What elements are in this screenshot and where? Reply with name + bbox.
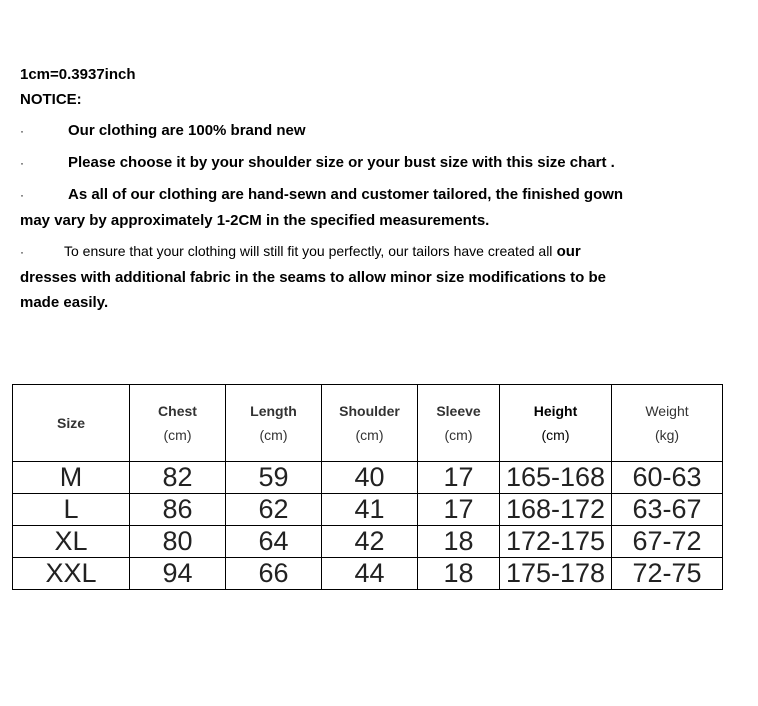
cell-sleeve: 18 — [418, 558, 500, 590]
cell-size: XXL — [13, 558, 130, 590]
cell-chest: 94 — [130, 558, 226, 590]
notice-text: Please choose it by your shoulder size or your bust size with this size chart . — [68, 154, 615, 171]
cell-weight: 67-72 — [612, 526, 723, 558]
notice-text: To ensure that your clothing will still fit you perfectly, our tailors have created all — [64, 243, 553, 259]
cell-length: 62 — [226, 494, 322, 526]
notice-item-continued: may vary by approximately 1-2CM in the specified measurements. — [20, 212, 490, 229]
cell-shoulder: 40 — [322, 462, 418, 494]
cell-sleeve: 17 — [418, 494, 500, 526]
cell-height: 172-175 — [500, 526, 612, 558]
bullet-icon: · — [20, 245, 24, 259]
table-header-row — [13, 385, 723, 462]
header-unit: (cm) — [163, 427, 192, 443]
cell-size: XL — [13, 526, 130, 558]
notice-item — [20, 150, 710, 176]
size-chart-table — [12, 384, 723, 590]
notice-item — [20, 118, 710, 144]
cell-height: 175-178 — [500, 558, 612, 590]
conversion-note: 1cm=0.3937inch — [20, 66, 136, 83]
cell-chest: 82 — [130, 462, 226, 494]
header-unit: (cm) — [541, 427, 570, 443]
notice-item-continued: made easily. — [20, 294, 109, 311]
header-sleeve: Sleeve (cm) — [418, 385, 500, 462]
header-chest: Chest (cm) — [130, 385, 226, 462]
cell-height: 165-168 — [500, 462, 612, 494]
notice-item — [20, 239, 710, 265]
cell-shoulder: 41 — [322, 494, 418, 526]
bullet-icon: · — [20, 156, 24, 170]
bullet-icon: · — [20, 188, 24, 202]
header-unit: (cm) — [444, 427, 473, 443]
cell-size: M — [13, 462, 130, 494]
header-unit: (cm) — [355, 427, 384, 443]
cell-height: 168-172 — [500, 494, 612, 526]
cell-weight: 63-67 — [612, 494, 723, 526]
notice-section — [20, 62, 710, 315]
cell-weight: 72-75 — [612, 558, 723, 590]
notice-item-continued: dresses with additional fabric in the seams to allow minor size modifications to be — [20, 269, 606, 286]
table-row — [13, 462, 723, 494]
notice-heading: NOTICE: — [20, 91, 82, 108]
cell-sleeve: 18 — [418, 526, 500, 558]
cell-sleeve: 17 — [418, 462, 500, 494]
notice-text: As all of our clothing are hand-sewn and customer tailored, the finished gown — [68, 186, 624, 203]
notice-text: our — [556, 243, 581, 260]
header-weight: Weight (kg) — [612, 385, 723, 462]
cell-length: 64 — [226, 526, 322, 558]
notice-item — [20, 182, 710, 208]
table-row — [13, 558, 723, 590]
bullet-icon: · — [20, 124, 24, 138]
cell-chest: 80 — [130, 526, 226, 558]
cell-length: 59 — [226, 462, 322, 494]
header-size: Size — [13, 385, 130, 462]
table-row — [13, 526, 723, 558]
header-unit: (kg) — [654, 427, 680, 443]
cell-shoulder: 44 — [322, 558, 418, 590]
cell-size: L — [13, 494, 130, 526]
header-unit: (cm) — [259, 427, 288, 443]
header-height: Height (cm) — [500, 385, 612, 462]
cell-weight: 60-63 — [612, 462, 723, 494]
cell-chest: 86 — [130, 494, 226, 526]
table-row — [13, 494, 723, 526]
notice-text: Our clothing are 100% brand new — [68, 122, 306, 139]
header-shoulder: Shoulder (cm) — [322, 385, 418, 462]
cell-shoulder: 42 — [322, 526, 418, 558]
cell-length: 66 — [226, 558, 322, 590]
header-length: Length (cm) — [226, 385, 322, 462]
